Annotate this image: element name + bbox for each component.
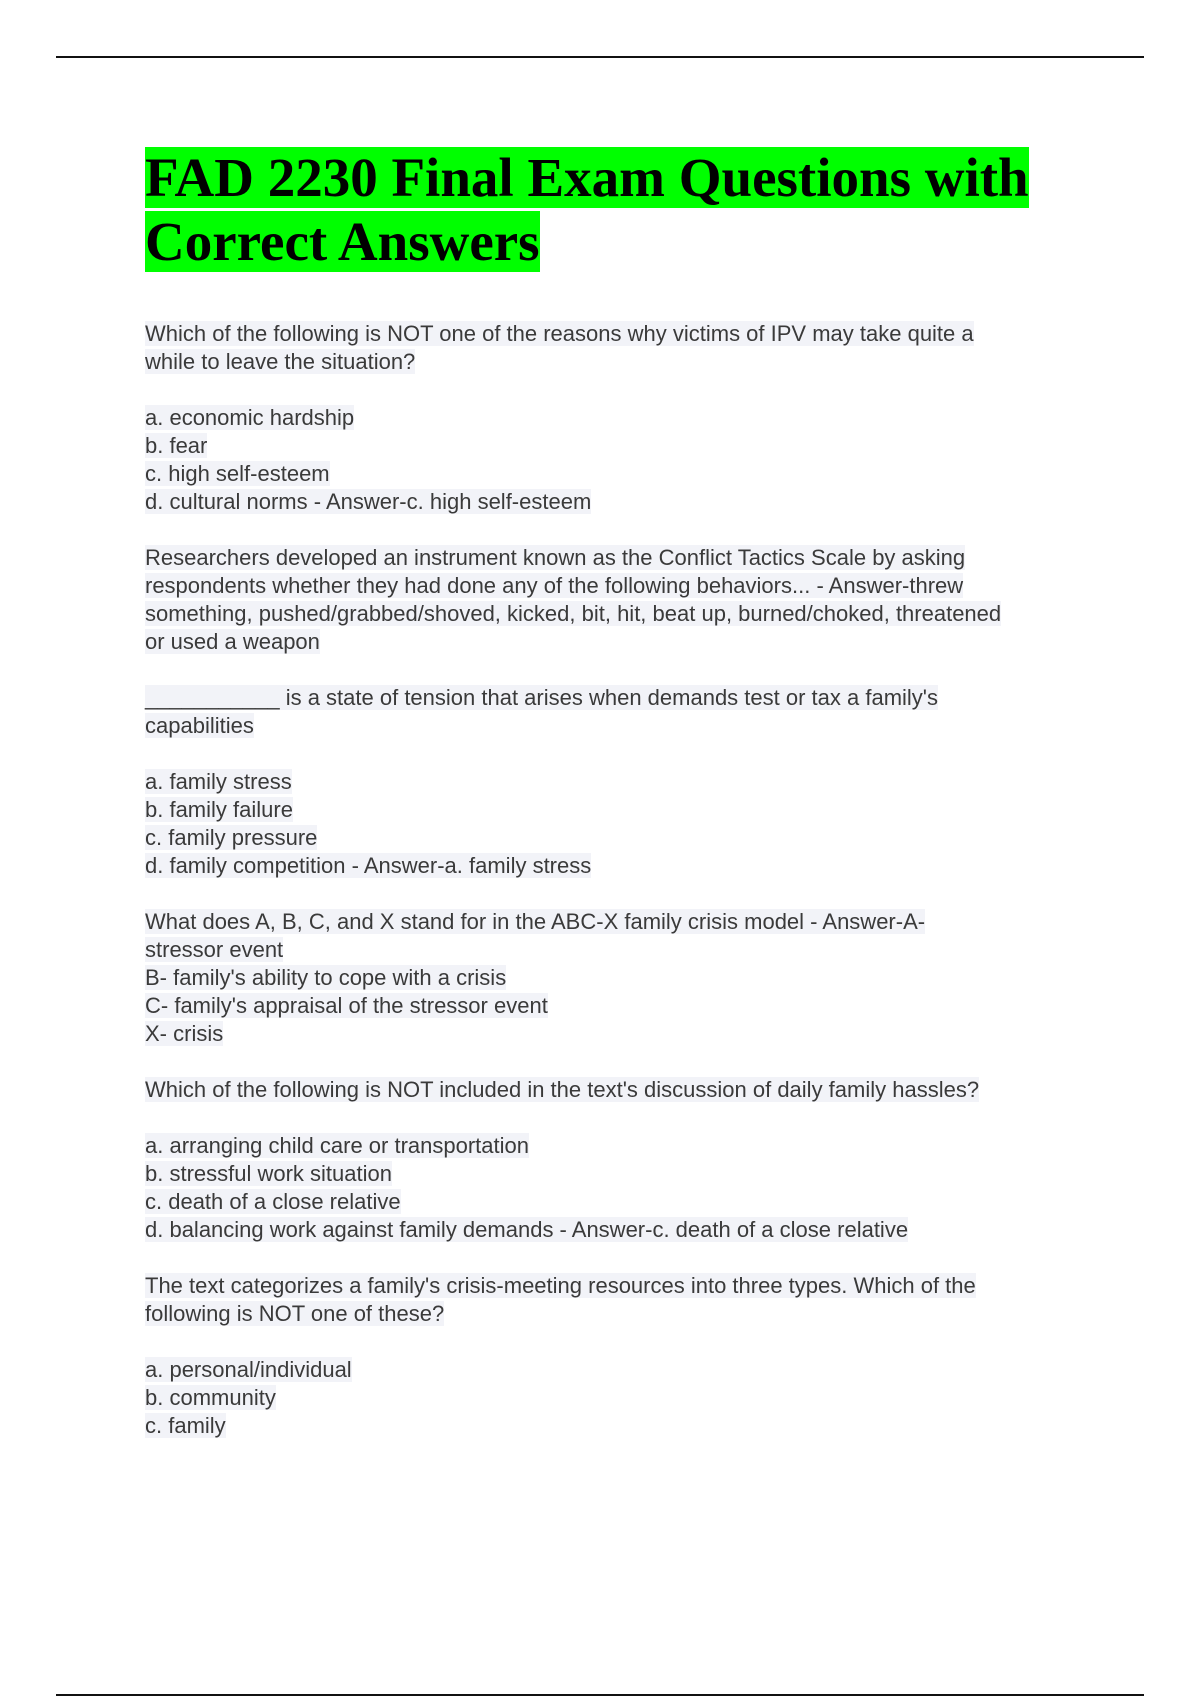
option-line: a. family stress [145, 769, 292, 794]
bottom-rule [56, 1694, 1144, 1696]
question-line: What does A, B, C, and X stand for in the ABC-X family crisis model - Answer-A- [145, 909, 926, 934]
question-block-3 [145, 684, 1105, 740]
option-line: b. family failure [145, 797, 293, 822]
option-line: c. family [145, 1413, 226, 1438]
document-body [145, 146, 1105, 1440]
question-line: capabilities [145, 713, 254, 738]
question-line: The text categorizes a family's crisis-meeting resources into three types. Which of the [145, 1273, 976, 1298]
option-line: a. personal/individual [145, 1357, 352, 1382]
options-block-3 [145, 768, 1105, 880]
option-line: c. family pressure [145, 825, 318, 850]
option-line: c. high self-esteem [145, 461, 330, 486]
top-rule [56, 56, 1144, 58]
options-block-6 [145, 1356, 1105, 1440]
option-line: b. community [145, 1385, 276, 1410]
question-block-5 [145, 1076, 1105, 1104]
question-block-4 [145, 908, 1105, 1048]
option-line: c. death of a close relative [145, 1189, 401, 1214]
question-block-2 [145, 544, 1105, 656]
options-block-5 [145, 1132, 1105, 1244]
question-line: X- crisis [145, 1021, 224, 1046]
question-line: something, pushed/grabbed/shoved, kicked, bit, hit, beat up, burned/choked, threatened [145, 601, 1002, 626]
option-line: d. balancing work against family demands - Answer-c. death of a close relative [145, 1217, 909, 1242]
option-line: a. arranging child care or transportation [145, 1133, 529, 1158]
question-line: respondents whether they had done any of the following behaviors... - Answer-threw [145, 573, 964, 598]
question-line: Which of the following is NOT included in the text's discussion of daily family hassles? [145, 1077, 980, 1102]
option-line: a. economic hardship [145, 405, 355, 430]
question-line: while to leave the situation? [145, 349, 416, 374]
question-line: C- family's appraisal of the stressor event [145, 993, 548, 1018]
question-line: following is NOT one of these? [145, 1301, 445, 1326]
question-block-1 [145, 320, 1105, 376]
question-line: ___________ is a state of tension that arises when demands test or tax a family's [145, 685, 938, 710]
option-line: b. fear [145, 433, 208, 458]
option-line: d. cultural norms - Answer-c. high self-esteem [145, 489, 592, 514]
option-line: d. family competition - Answer-a. family stress [145, 853, 592, 878]
question-line: B- family's ability to cope with a crisis [145, 965, 507, 990]
option-line: b. stressful work situation [145, 1161, 392, 1186]
question-line: stressor event [145, 937, 284, 962]
options-block-1 [145, 404, 1105, 516]
question-block-6 [145, 1272, 1105, 1328]
question-line: Which of the following is NOT one of the reasons why victims of IPV may take quite a [145, 321, 974, 346]
question-line: Researchers developed an instrument known as the Conflict Tactics Scale by asking [145, 545, 966, 570]
question-line: or used a weapon [145, 629, 320, 654]
document-title [145, 146, 1105, 274]
title-highlight: FAD 2230 Final Exam Questions with Correct Answers [145, 147, 1029, 272]
